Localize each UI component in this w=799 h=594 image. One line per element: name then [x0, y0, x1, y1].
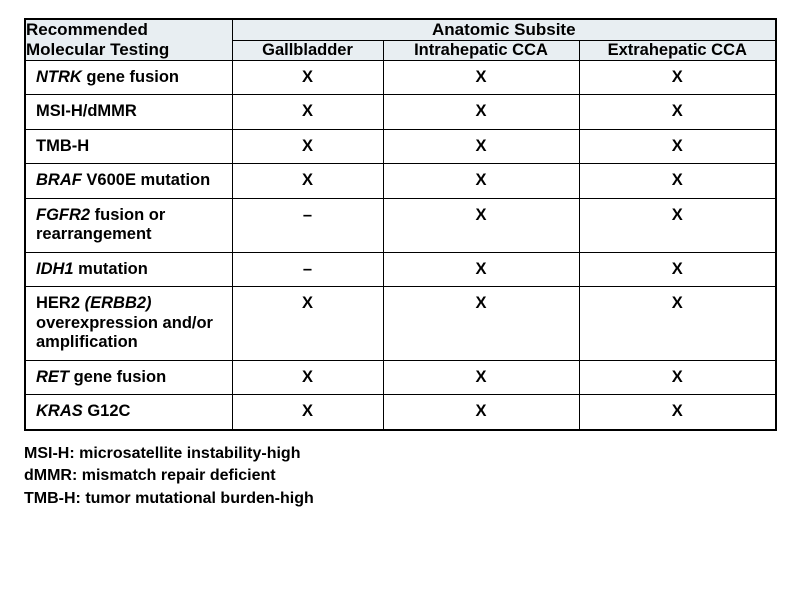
- row-label-gene-name: RET: [36, 367, 69, 386]
- table-row: [25, 61, 776, 95]
- cell-idh1-gallbladder: –: [232, 252, 383, 286]
- row-label-msi-h-dmmr: [25, 95, 232, 129]
- header-column-extrahepatic-cca: Extrahepatic CCA: [579, 41, 776, 61]
- row-label-gene-name: NTRK: [36, 68, 82, 86]
- cell-braf-extrahepatic: X: [579, 164, 776, 198]
- row-label-text: mutation: [73, 259, 148, 278]
- row-label-gene-name: KRAS: [36, 402, 83, 421]
- cell-msi-intrahepatic: X: [383, 95, 579, 129]
- header-label-line2: Molecular Testing: [26, 39, 170, 59]
- row-label-gene-name: BRAF: [36, 171, 82, 190]
- cell-kras-intrahepatic: X: [383, 395, 579, 430]
- table-row: [25, 287, 776, 360]
- row-label-text: gene fusion: [81, 68, 179, 86]
- row-label-ntrk: [25, 61, 232, 95]
- header-recommended-molecular-testing: [25, 19, 232, 61]
- cell-her2-gallbladder: X: [232, 287, 383, 360]
- cell-tmb-intrahepatic: X: [383, 129, 579, 163]
- table-row: [25, 360, 776, 394]
- row-label-text: V600E mutation: [81, 171, 211, 190]
- row-label-text: G12C: [82, 402, 131, 421]
- table-row: [25, 95, 776, 129]
- row-label-text: TMB-H: [36, 136, 90, 155]
- table-header-row-1: [25, 19, 776, 41]
- row-label-her2-erbb2: HER2 (ERBB2) overexpression and/or amplification: [25, 287, 232, 360]
- table-row: [25, 395, 776, 430]
- cell-msi-gallbladder: X: [232, 95, 383, 129]
- table-footnotes: [24, 443, 775, 511]
- header-column-gallbladder: Gallbladder: [232, 41, 383, 61]
- cell-her2-intrahepatic: X: [383, 287, 579, 360]
- row-label-ret-gene-fusion: [25, 360, 232, 394]
- footnote-tmb-h: TMB-H: tumor mutational burden-high: [24, 490, 314, 508]
- cell-idh1-intrahepatic: X: [383, 252, 579, 286]
- table-body: [25, 61, 776, 430]
- cell-her2-extrahepatic: X: [579, 287, 776, 360]
- row-label-gene-name: FGFR2: [36, 205, 91, 224]
- row-label-braf-v600e: [25, 164, 232, 198]
- table-row: [25, 198, 776, 252]
- row-label-kras-g12c: [25, 395, 232, 430]
- cell-braf-gallbladder: X: [232, 164, 383, 198]
- row-label-fgfr2-fusion: [25, 198, 232, 252]
- cell-braf-intrahepatic: X: [383, 164, 579, 198]
- cell-fgfr2-extrahepatic: X: [579, 198, 776, 252]
- cell-idh1-extrahepatic: X: [579, 252, 776, 286]
- header-anatomic-subsite: Anatomic Subsite: [232, 19, 776, 41]
- row-label-tmb-h: [25, 129, 232, 163]
- cell-msi-extrahepatic: X: [579, 95, 776, 129]
- row-label-gene-name: (ERBB2): [84, 294, 152, 313]
- cell-tmb-extrahepatic: X: [579, 129, 776, 163]
- table-header: [25, 19, 776, 61]
- row-label-text: fusion or rearrangement: [36, 205, 166, 244]
- cell-fgfr2-intrahepatic: X: [383, 198, 579, 252]
- cell-ret-gallbladder: X: [232, 360, 383, 394]
- cell-ntrk-gallbladder: X: [232, 61, 383, 95]
- table-row: [25, 252, 776, 286]
- row-label-gene-name: IDH1: [36, 259, 74, 278]
- header-column-intrahepatic-cca: Intrahepatic CCA: [383, 41, 579, 61]
- row-label-text: gene fusion: [69, 367, 167, 386]
- cell-ret-intrahepatic: X: [383, 360, 579, 394]
- footnote-dmmr: dMMR: mismatch repair deficient: [24, 467, 276, 485]
- footnote-msi-h: MSI-H: microsatellite instability-high: [24, 444, 301, 462]
- table-row: [25, 129, 776, 163]
- row-label-idh1-mutation: [25, 252, 232, 286]
- molecular-testing-table: [24, 18, 777, 431]
- table-row: [25, 164, 776, 198]
- row-label-text: MSI-H/dMMR: [36, 102, 137, 121]
- cell-fgfr2-gallbladder: –: [232, 198, 383, 252]
- cell-ntrk-extrahepatic: X: [579, 61, 776, 95]
- cell-ntrk-intrahepatic: X: [383, 61, 579, 95]
- cell-kras-extrahepatic: X: [579, 395, 776, 430]
- cell-ret-extrahepatic: X: [579, 360, 776, 394]
- header-label-line1: Recommended: [26, 20, 148, 39]
- cell-kras-gallbladder: X: [232, 395, 383, 430]
- cell-tmb-gallbladder: X: [232, 129, 383, 163]
